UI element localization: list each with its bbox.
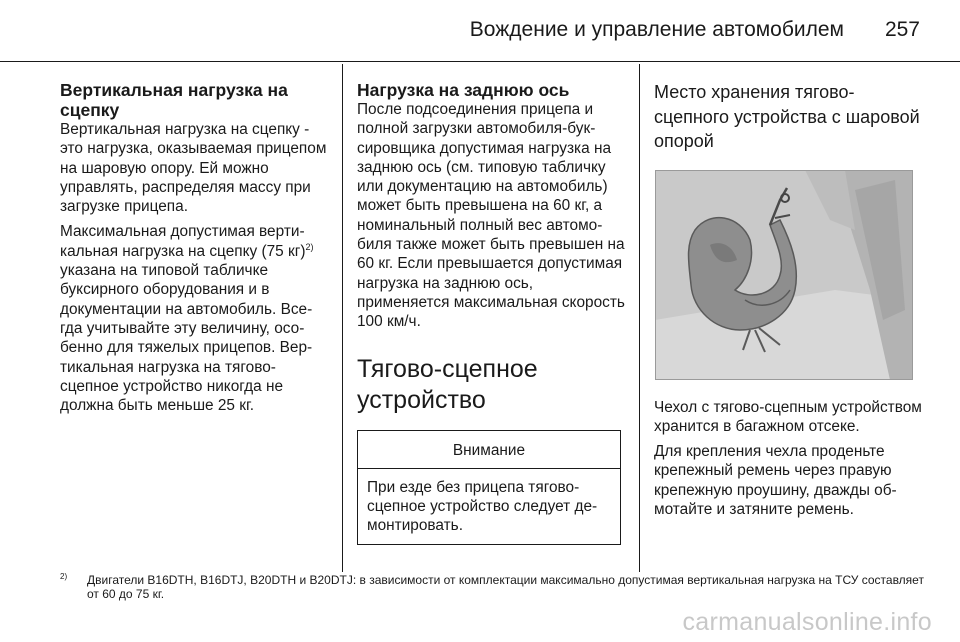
footnote-mark: 2) [60,572,68,581]
section-heading-towbar-storage: Место хранения тягово-сцепного устройства с шаровой опорой [654,82,920,151]
paragraph-storage-location: Чехол с тягово-сцепным устройством хранится в багажном отсеке. [654,398,922,435]
caution-title: Внимание [358,431,620,469]
paragraph-fastening-instructions: Для крепления чехла проденьте крепежный ремень через правую крепежную проушину, дважды обмотайте и затяните ремень. [654,443,897,518]
section-heading-vertical-load: Вертикальная нагрузка на сцепку [60,80,288,120]
paragraph-max-vertical-load [60,222,328,415]
column-1 [60,80,328,421]
caution-text: При езде без прицепа тягово-сцепное устройство следует демонтировать. [367,478,598,535]
caution-box [357,430,621,545]
paragraph-text: Максимальная допустимая вертикальная нагрузка на сцепку (75 кг) [60,223,306,260]
paragraph-rear-axle-load: После подсоединения прицепа и полной загрузки автомобиля-буксировщика допустимая нагрузка на заднюю ось (см. типовую табличку или документацию на автомобиль) может быть превышена на 60 кг, а номинальный полный вес автомобиля также может быть превышен на 60 кг. Если превышается допустимая нагрузка на заднюю ось, применяется максимальная скорость 100 км/ч. [357,101,625,331]
section-heading-towbar: Тягово-сцепное устройство [357,354,538,414]
towbar-storage-photo [655,170,913,380]
page-number: 257 [884,18,920,41]
footnote-reference: 2) [305,241,314,252]
column-divider-2 [639,64,640,572]
footnote [60,573,930,601]
watermark: carmanualsonline.info [682,608,932,636]
column-3 [654,80,922,525]
column-divider-1 [342,64,343,572]
header-divider [0,61,960,62]
running-header-title: Вождение и управление автомобилем [469,18,844,41]
paragraph-text: указана на типовой табличке буксирного оборудования и в документации на автомобиль. Всегда учитывайте эту величину, особенно для тяжелых прицепов. Вертикальная нагрузка на тягово-сцепное устройство никогда не должна быть меньше 25 кг. [60,262,313,415]
footnote-text: Двигатели B16DTH, B16DTJ, B20DTH и B20DTJ: в зависимости от комплектации максимально допустимая вертикальная нагрузка на ТСУ составляет от 60 до 75 кг. [87,573,924,601]
column-2 [357,80,625,545]
paragraph-vertical-load-definition: Вертикальная нагрузка на сцепку - это нагрузка, оказываемая прицепом на шаровую опору. Ей можно управлять, распределяя массу при загрузке прицепа. [60,121,327,216]
section-heading-rear-axle-load: Нагрузка на заднюю ось [357,80,570,100]
